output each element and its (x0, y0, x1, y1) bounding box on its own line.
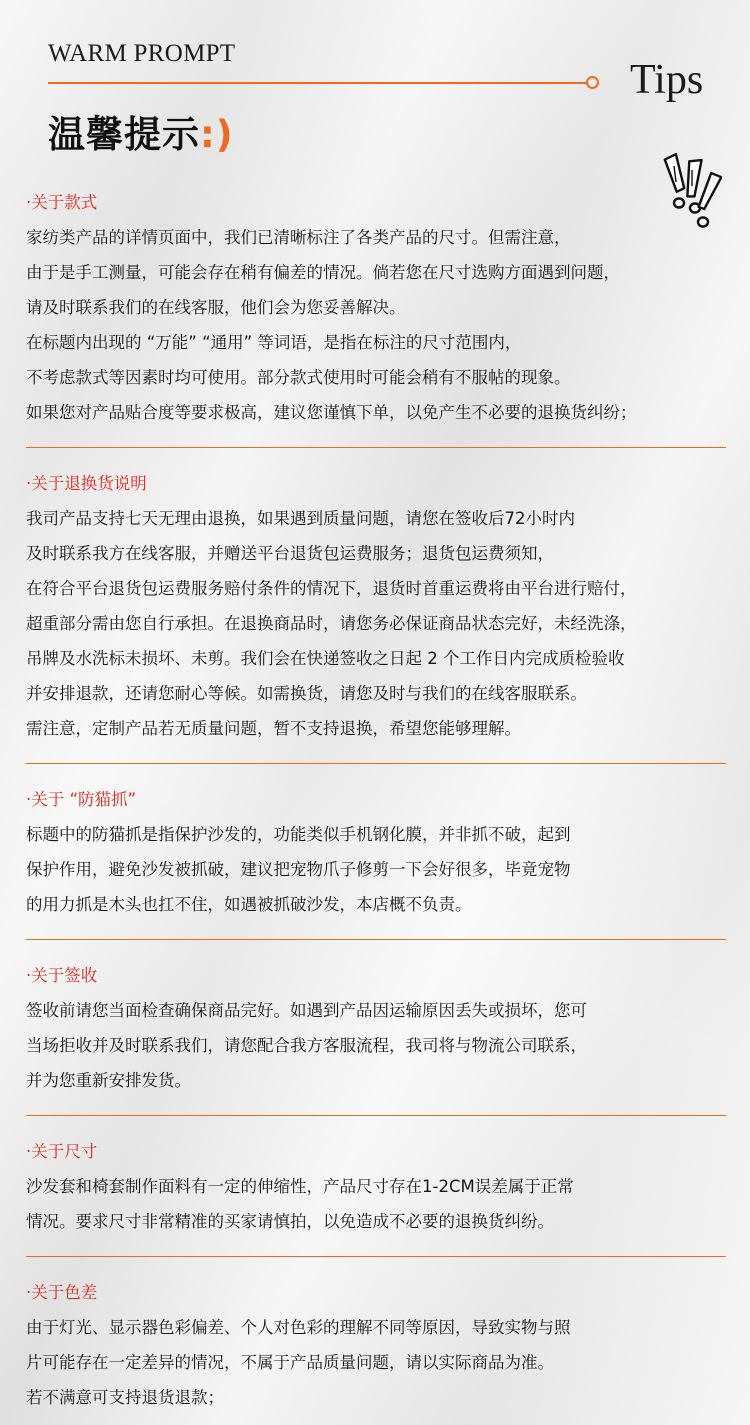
tips-label: Tips (630, 57, 704, 103)
section-line: 当场拒收并及时联系我们，请您配合我方客服流程，我司将与物流公司联系， (26, 1036, 587, 1055)
section-heading: ·关于尺寸 (26, 1142, 98, 1161)
section-line: 的用力抓是木头也扛不住，如遇被抓破沙发，本店概不负责。 (26, 895, 472, 914)
section-line: 并安排退款，还请您耐心等候。如需换货，请您及时与我们的在线客服联系。 (26, 684, 587, 703)
page-title-text: 温馨提示 (48, 113, 200, 156)
section-line: 不考虑款式等因素时均可使用。部分款式使用时可能会稍有不服帖的现象。 (26, 368, 571, 387)
section-divider (26, 939, 726, 940)
section-line: 吊牌及水洗标未损坏、未剪。我们会在快递签收之日起 2 个工作日内完成质检验收 (26, 649, 625, 668)
section-anti-cat-scratch (26, 787, 750, 922)
section-line: 由于是手工测量，可能会存在稍有偏差的情况。倘若您在尺寸选购方面遇到问题， (26, 263, 620, 282)
header-divider-line (48, 82, 588, 84)
section-line: 并为您重新安排发货。 (26, 1071, 191, 1090)
section-line: 我司产品支持七天无理由退换，如果遇到质量问题，请您在签收后72小时内 (26, 509, 575, 528)
section-heading: ·关于退换货说明 (26, 474, 147, 493)
section-divider (26, 1256, 726, 1257)
section-heading: ·关于色差 (26, 1283, 98, 1302)
section-delivery (26, 963, 750, 1098)
header-circle-ornament (586, 76, 599, 89)
warm-prompt-heading: WARM PROMPT (48, 40, 236, 67)
section-divider (26, 763, 726, 764)
section-divider (26, 1115, 726, 1116)
section-line: 签收前请您当面检查确保商品完好。如遇到产品因运输原因丢失或损坏，您可 (26, 1001, 587, 1020)
section-size (26, 1139, 750, 1239)
notice-sections (26, 190, 750, 1415)
section-line: 保护作用，避免沙发被抓破，建议把宠物爪子修剪一下会好很多，毕竟宠物 (26, 860, 571, 879)
section-returns (26, 471, 750, 746)
section-line: 若不满意可支持退货退款； (26, 1388, 224, 1407)
section-heading: ·关于签收 (26, 966, 98, 985)
section-line: 由于灯光、显示器色彩偏差、个人对色彩的理解不同等原因，导致实物与照 (26, 1318, 571, 1337)
section-line: 家纺类产品的详情页面中，我们已清晰标注了各类产品的尺寸。但需注意， (26, 228, 571, 247)
page-title (48, 104, 234, 158)
section-line: 标题中的防猫抓是指保护沙发的，功能类似手机钢化膜，并非抓不破，起到 (26, 825, 571, 844)
section-divider (26, 447, 726, 448)
section-line: 超重部分需由您自行承担。在退换商品时，请您务必保证商品状态完好，未经洗涤， (26, 614, 637, 633)
section-line: 片可能存在一定差异的情况，不属于产品质量问题，请以实际商品为准。 (26, 1353, 554, 1372)
section-color-difference (26, 1280, 750, 1415)
section-line: 如果您对产品贴合度等要求极高，建议您谨慎下单，以免产生不必要的退换货纠纷； (26, 403, 637, 422)
section-line: 情况。要求尺寸非常精准的买家请慎拍，以免造成不必要的退换货纠纷。 (26, 1212, 554, 1231)
smiley-text: :) (200, 113, 234, 156)
section-line: 在标题内出现的 “万能” “通用” 等词语，是指在标注的尺寸范围内， (26, 333, 522, 352)
section-heading: ·关于款式 (26, 193, 98, 212)
section-line: 在符合平台退货包运费服务赔付条件的情况下，退货时首重运费将由平台进行赔付， (26, 579, 637, 598)
section-line: 请及时联系我们的在线客服，他们会为您妥善解决。 (26, 298, 406, 317)
section-line: 沙发套和椅套制作面料有一定的伸缩性，产品尺寸存在1-2CM误差属于正常 (26, 1177, 574, 1196)
section-line: 需注意，定制产品若无质量问题，暂不支持退换，希望您能够理解。 (26, 719, 521, 738)
section-heading: ·关于 “防猫抓” (26, 790, 137, 809)
section-line: 及时联系我方在线客服，并赠送平台退货包运费服务；退货包运费须知， (26, 544, 554, 563)
section-style (26, 190, 750, 430)
